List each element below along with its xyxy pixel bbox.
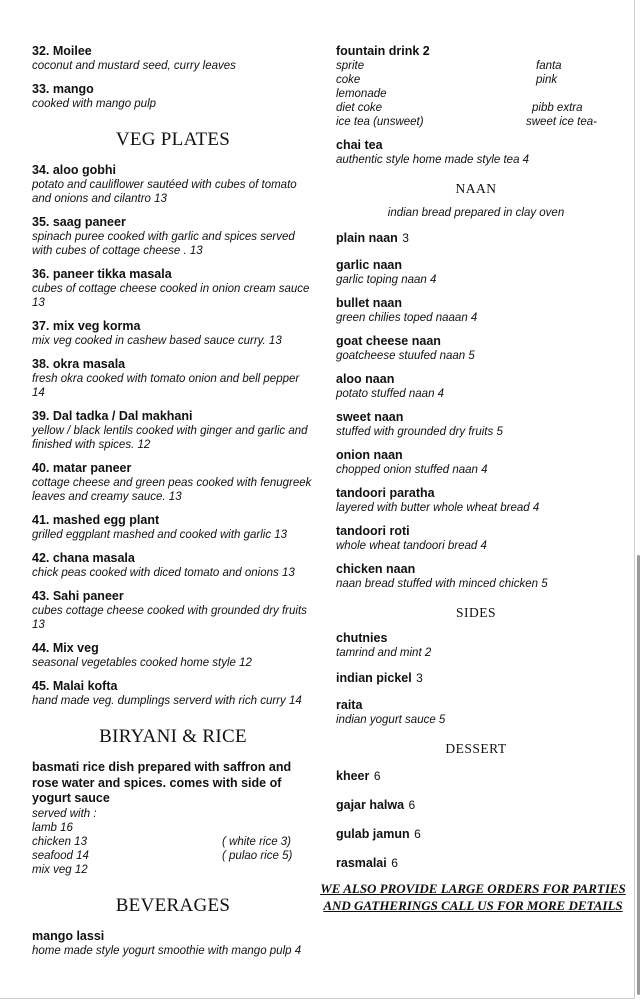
item-desc: yellow / black lentils cooked with ginger and garlic and finished with spices. 12 — [32, 425, 308, 451]
drink-option: pibb extra — [532, 102, 583, 114]
menu-item — [336, 669, 616, 687]
drink-option: pink — [536, 74, 558, 86]
drink-row — [336, 87, 616, 101]
menu-item — [32, 163, 314, 206]
section-heading-beverages: BEVERAGES — [115, 894, 231, 916]
menu-item — [32, 267, 314, 310]
drink-option: ice tea (unsweet) — [336, 116, 424, 128]
item-desc: home made style yogurt smoothie with mango pulp 4 — [32, 944, 302, 957]
drink-row — [336, 101, 616, 115]
menu-item — [336, 334, 616, 363]
item-name: 45. Malai kofta — [32, 679, 118, 693]
section-heading-veg-plates: VEG PLATES — [115, 129, 231, 150]
item-desc: cottage cheese and green peas cooked with fenugreek leaves and creamy sauce. 13 — [32, 477, 312, 503]
section-heading-sides: SIDES — [455, 605, 496, 620]
item-name: aloo naan — [336, 372, 395, 386]
item-name: fountain drink 2 — [336, 44, 430, 58]
menu-item — [32, 679, 314, 708]
rice-option: ( pulao rice 5) — [222, 849, 293, 862]
item-name: mango lassi — [32, 928, 105, 943]
left-column — [32, 44, 314, 967]
item-price: 3 — [402, 231, 409, 245]
biryani-option: seafood 14 — [32, 849, 89, 862]
menu-item — [32, 357, 314, 400]
menu-item — [336, 767, 616, 785]
menu-item — [336, 796, 616, 814]
item-name: chai tea — [336, 138, 383, 152]
item-name: chutnies — [336, 631, 388, 645]
item-name: 39. Dal tadka / Dal makhani — [32, 409, 193, 423]
item-price: 3 — [416, 671, 423, 685]
menu-item — [336, 410, 616, 439]
menu-item — [336, 698, 616, 727]
item-desc: cubes cottage cheese cooked with grounded dry fruits 13 — [32, 605, 307, 631]
item-name: 42. chana masala — [32, 551, 135, 565]
item-name: garlic naan — [336, 258, 402, 272]
item-name: kheer — [336, 769, 370, 783]
section-heading-biryani: BIRYANI & RICE — [99, 726, 247, 747]
item-desc: authentic style home made style tea 4 — [336, 154, 530, 166]
menu-item — [336, 138, 616, 167]
item-name: onion naan — [336, 448, 403, 462]
drink-option — [536, 87, 616, 101]
item-desc: green chilies toped naaan 4 — [336, 312, 478, 324]
item-desc: chick peas cooked with diced tomato and onions 13 — [32, 567, 295, 579]
menu-item — [32, 409, 314, 452]
item-desc: layered with butter whole wheat bread 4 — [336, 502, 540, 514]
drink-row — [336, 59, 616, 73]
item-name: 32. Moilee — [32, 44, 92, 58]
biryani-row — [32, 835, 314, 849]
drink-option: sprite — [336, 60, 365, 72]
item-desc: grilled eggplant mashed and cooked with garlic 13 — [32, 529, 288, 541]
item-desc: indian yogurt sauce 5 — [336, 714, 446, 726]
item-desc: goatcheese stuufed naan 5 — [336, 350, 475, 362]
drink-option: coke — [336, 74, 361, 86]
large-orders-notice: WE ALSO PROVIDE LARGE ORDERS FOR PARTIES AND GATHERINGS CALL US FOR MORE DETAILS — [320, 881, 626, 913]
item-name: 35. saag paneer — [32, 215, 126, 229]
biryani-description: basmati rice dish prepared with saffron and rose water and spices. comes with side of yogurt sauce — [32, 760, 292, 805]
item-name: 33. mango — [32, 82, 94, 96]
item-desc: chopped onion stuffed naan 4 — [336, 464, 488, 476]
right-column — [336, 44, 616, 881]
biryani-row — [32, 821, 314, 835]
item-name: gajar halwa — [336, 798, 405, 812]
item-name: tandoori roti — [336, 524, 410, 538]
item-name: 38. okra masala — [32, 357, 126, 371]
menu-item — [32, 551, 314, 580]
item-desc: spinach puree cooked with garlic and spices served with cubes of cottage cheese . 13 — [32, 231, 295, 257]
item-desc: potato stuffed naan 4 — [336, 388, 445, 400]
served-with-label: served with : — [32, 807, 97, 820]
rice-option — [222, 863, 314, 877]
item-name: sweet naan — [336, 410, 404, 424]
item-name: chicken naan — [336, 562, 416, 576]
item-price: 6 — [373, 769, 381, 783]
item-desc: whole wheat tandoori bread 4 — [336, 540, 487, 552]
biryani-option: lamb 16 — [32, 821, 73, 834]
item-name: 41. mashed egg plant — [32, 513, 160, 527]
item-desc: cooked with mango pulp — [32, 98, 157, 110]
menu-item — [32, 215, 314, 258]
menu-item — [336, 854, 616, 872]
item-name: 44. Mix veg — [32, 641, 99, 655]
rice-option — [222, 821, 314, 835]
drink-option: fanta — [536, 60, 562, 72]
menu-item — [336, 825, 616, 843]
naan-description: indian bread prepared in clay oven — [387, 207, 565, 219]
item-name: gulab jamun — [336, 827, 410, 841]
menu-item — [32, 82, 314, 111]
item-name: goat cheese naan — [336, 334, 441, 348]
menu-item — [32, 44, 314, 73]
biryani-option: mix veg 12 — [32, 863, 88, 876]
menu-item — [336, 448, 616, 477]
item-desc: fresh okra cooked with tomato onion and bell pepper 14 — [32, 373, 300, 399]
menu-item — [336, 562, 616, 591]
menu-item-fountain — [336, 44, 616, 129]
item-desc: seasonal vegetables cooked home style 12 — [32, 657, 252, 669]
drink-option: diet coke — [336, 102, 383, 114]
menu-item — [32, 589, 314, 632]
item-name: 34. aloo gobhi — [32, 163, 117, 177]
item-name: plain naan — [336, 231, 398, 245]
menu-item — [32, 461, 314, 504]
drink-option: lemonade — [336, 88, 387, 100]
item-price: 6 — [414, 827, 421, 841]
biryani-option: chicken 13 — [32, 835, 87, 848]
item-name: 40. matar paneer — [32, 461, 132, 475]
menu-item — [336, 258, 616, 287]
item-name: bullet naan — [336, 296, 402, 310]
menu-item — [32, 929, 314, 958]
menu-item — [336, 631, 616, 660]
menu-item — [336, 296, 616, 325]
section-heading-dessert: DESSERT — [445, 741, 507, 756]
biryani-row — [32, 863, 314, 877]
item-desc: naan bread stuffed with minced chicken 5 — [336, 578, 548, 590]
item-desc: garlic toping naan 4 — [336, 274, 437, 286]
item-desc: stuffed with grounded dry fruits 5 — [336, 426, 503, 438]
menu-item — [336, 372, 616, 401]
item-desc: cubes of cottage cheese cooked in onion cream sauce 13 — [32, 283, 310, 309]
menu-item — [32, 641, 314, 670]
menu-item — [32, 319, 314, 348]
rice-option: ( white rice 3) — [222, 835, 292, 848]
item-desc: hand made veg. dumplings serverd with rich curry 14 — [32, 695, 302, 707]
item-name: rasmalai — [336, 856, 387, 870]
section-heading-naan: NAAN — [455, 181, 497, 196]
scrollbar[interactable] — [637, 555, 640, 995]
item-desc: mix veg cooked in cashew based sauce curry. 13 — [32, 335, 282, 347]
item-desc: coconut and mustard seed, curry leaves — [32, 60, 236, 72]
drink-row — [336, 73, 616, 87]
item-name: tandoori paratha — [336, 486, 435, 500]
biryani-row — [32, 849, 314, 863]
item-name: raita — [336, 698, 363, 712]
item-name: 37. mix veg korma — [32, 319, 141, 333]
menu-item — [336, 229, 616, 247]
item-desc: potato and cauliflower sautéed with cubes of tomato and onions and cilantro 13 — [32, 179, 297, 205]
item-desc: tamrind and mint 2 — [336, 647, 432, 659]
menu-item — [336, 486, 616, 515]
item-name: 43. Sahi paneer — [32, 589, 124, 603]
drink-option: sweet ice tea- — [526, 116, 597, 128]
drink-row — [336, 115, 616, 129]
menu-item — [336, 524, 616, 553]
item-name: 36. paneer tikka masala — [32, 267, 172, 281]
item-name: indian pickel — [336, 671, 412, 685]
item-price: 6 — [408, 798, 416, 812]
item-price: 6 — [391, 856, 398, 870]
menu-item — [32, 513, 314, 542]
